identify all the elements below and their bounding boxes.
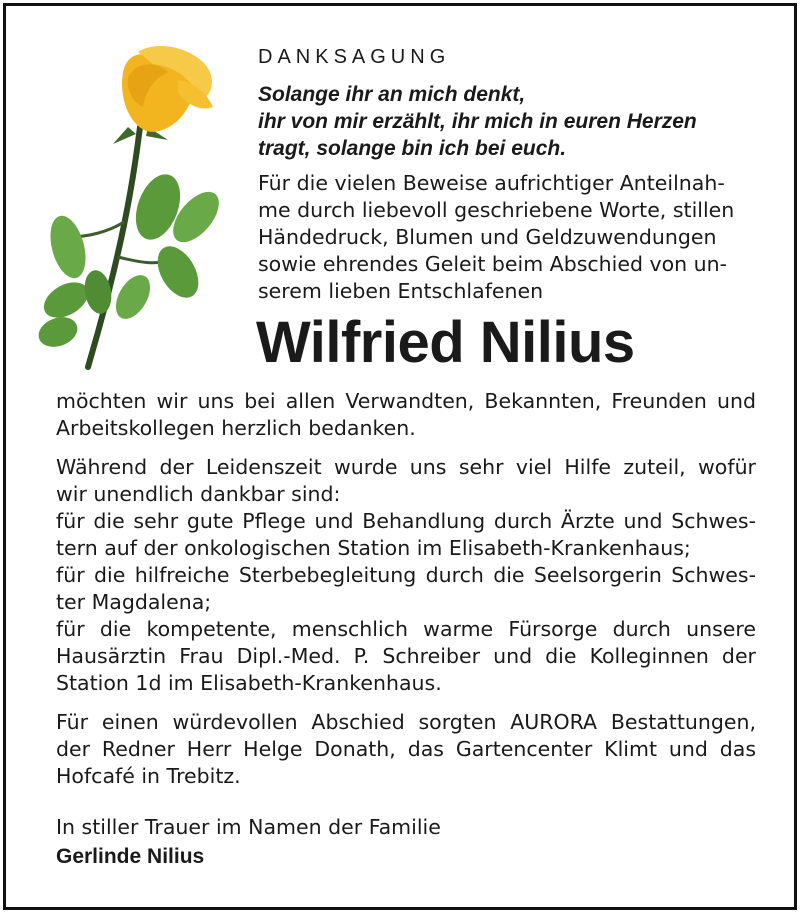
heading: DANKSAGUNG [258, 46, 451, 68]
deceased-name: Wilfried Nilius [256, 310, 635, 375]
intro-line: me durch liebevoll geschriebene Worte, stillen [258, 198, 735, 222]
intro-line: serem lieben Entschlafenen [258, 279, 544, 303]
body-line: für die sehr gute Pflege und Behandlung durch Ärzte und Schwes- [56, 509, 756, 533]
body-line: Arbeitskollegen herzlich bedanken. [56, 416, 416, 440]
body-line: wir unendlich dankbar sind: [56, 482, 341, 506]
body-line: ter Magdalena; [56, 590, 212, 614]
quote-line: ihr von mir erzählt, ihr mich in euren Herzen [258, 110, 697, 133]
obituary-notice [3, 3, 797, 910]
memorial-quote [258, 81, 768, 162]
body-line: der Redner Herr Helge Donath, das Gartencenter Klimt und das [56, 737, 756, 761]
body-line: für die hilfreiche Sterbebegleitung durch die Seelsorgerin Schwes- [56, 563, 756, 587]
body-line: Hausärztin Frau Dipl.-Med. P. Schreiber und die Kolleginnen der [56, 644, 756, 668]
body-line: Hofcafé in Trebitz. [56, 764, 241, 788]
intro-line: sowie ehrendes Geleit beim Abschied von un- [258, 252, 728, 276]
body-line: Für einen würdevollen Abschied sorgten AURORA Bestattungen, [56, 710, 756, 734]
intro-line: Für die vielen Beweise aufrichtiger Anteilnah- [258, 171, 725, 195]
body-line: Während der Leidenszeit wurde uns sehr viel Hilfe zuteil, wofür [56, 455, 756, 479]
yellow-rose-icon [28, 32, 238, 372]
thanks-body [56, 388, 756, 790]
intro-line: Händedruck, Blumen und Geldzuwendungen [258, 225, 717, 249]
closing-line: In stiller Trauer im Namen der Familie [56, 815, 441, 839]
body-line: Station 1d im Elisabeth-Krankenhaus. [56, 671, 442, 695]
quote-line: Solange ihr an mich denkt, [258, 83, 526, 106]
intro-text [258, 170, 758, 305]
body-line: möchten wir uns bei allen Verwandten, Bekannten, Freunden und [56, 389, 756, 413]
signature-block [56, 812, 556, 872]
quote-line: tragt, solange bin ich bei euch. [258, 137, 567, 160]
body-line: tern auf der onkologischen Station im Elisabeth-Krankenhaus; [56, 536, 691, 560]
body-line: für die kompetente, menschlich warme Fürsorge durch unsere [56, 617, 756, 641]
signer-name: Gerlinde Nilius [56, 845, 205, 868]
